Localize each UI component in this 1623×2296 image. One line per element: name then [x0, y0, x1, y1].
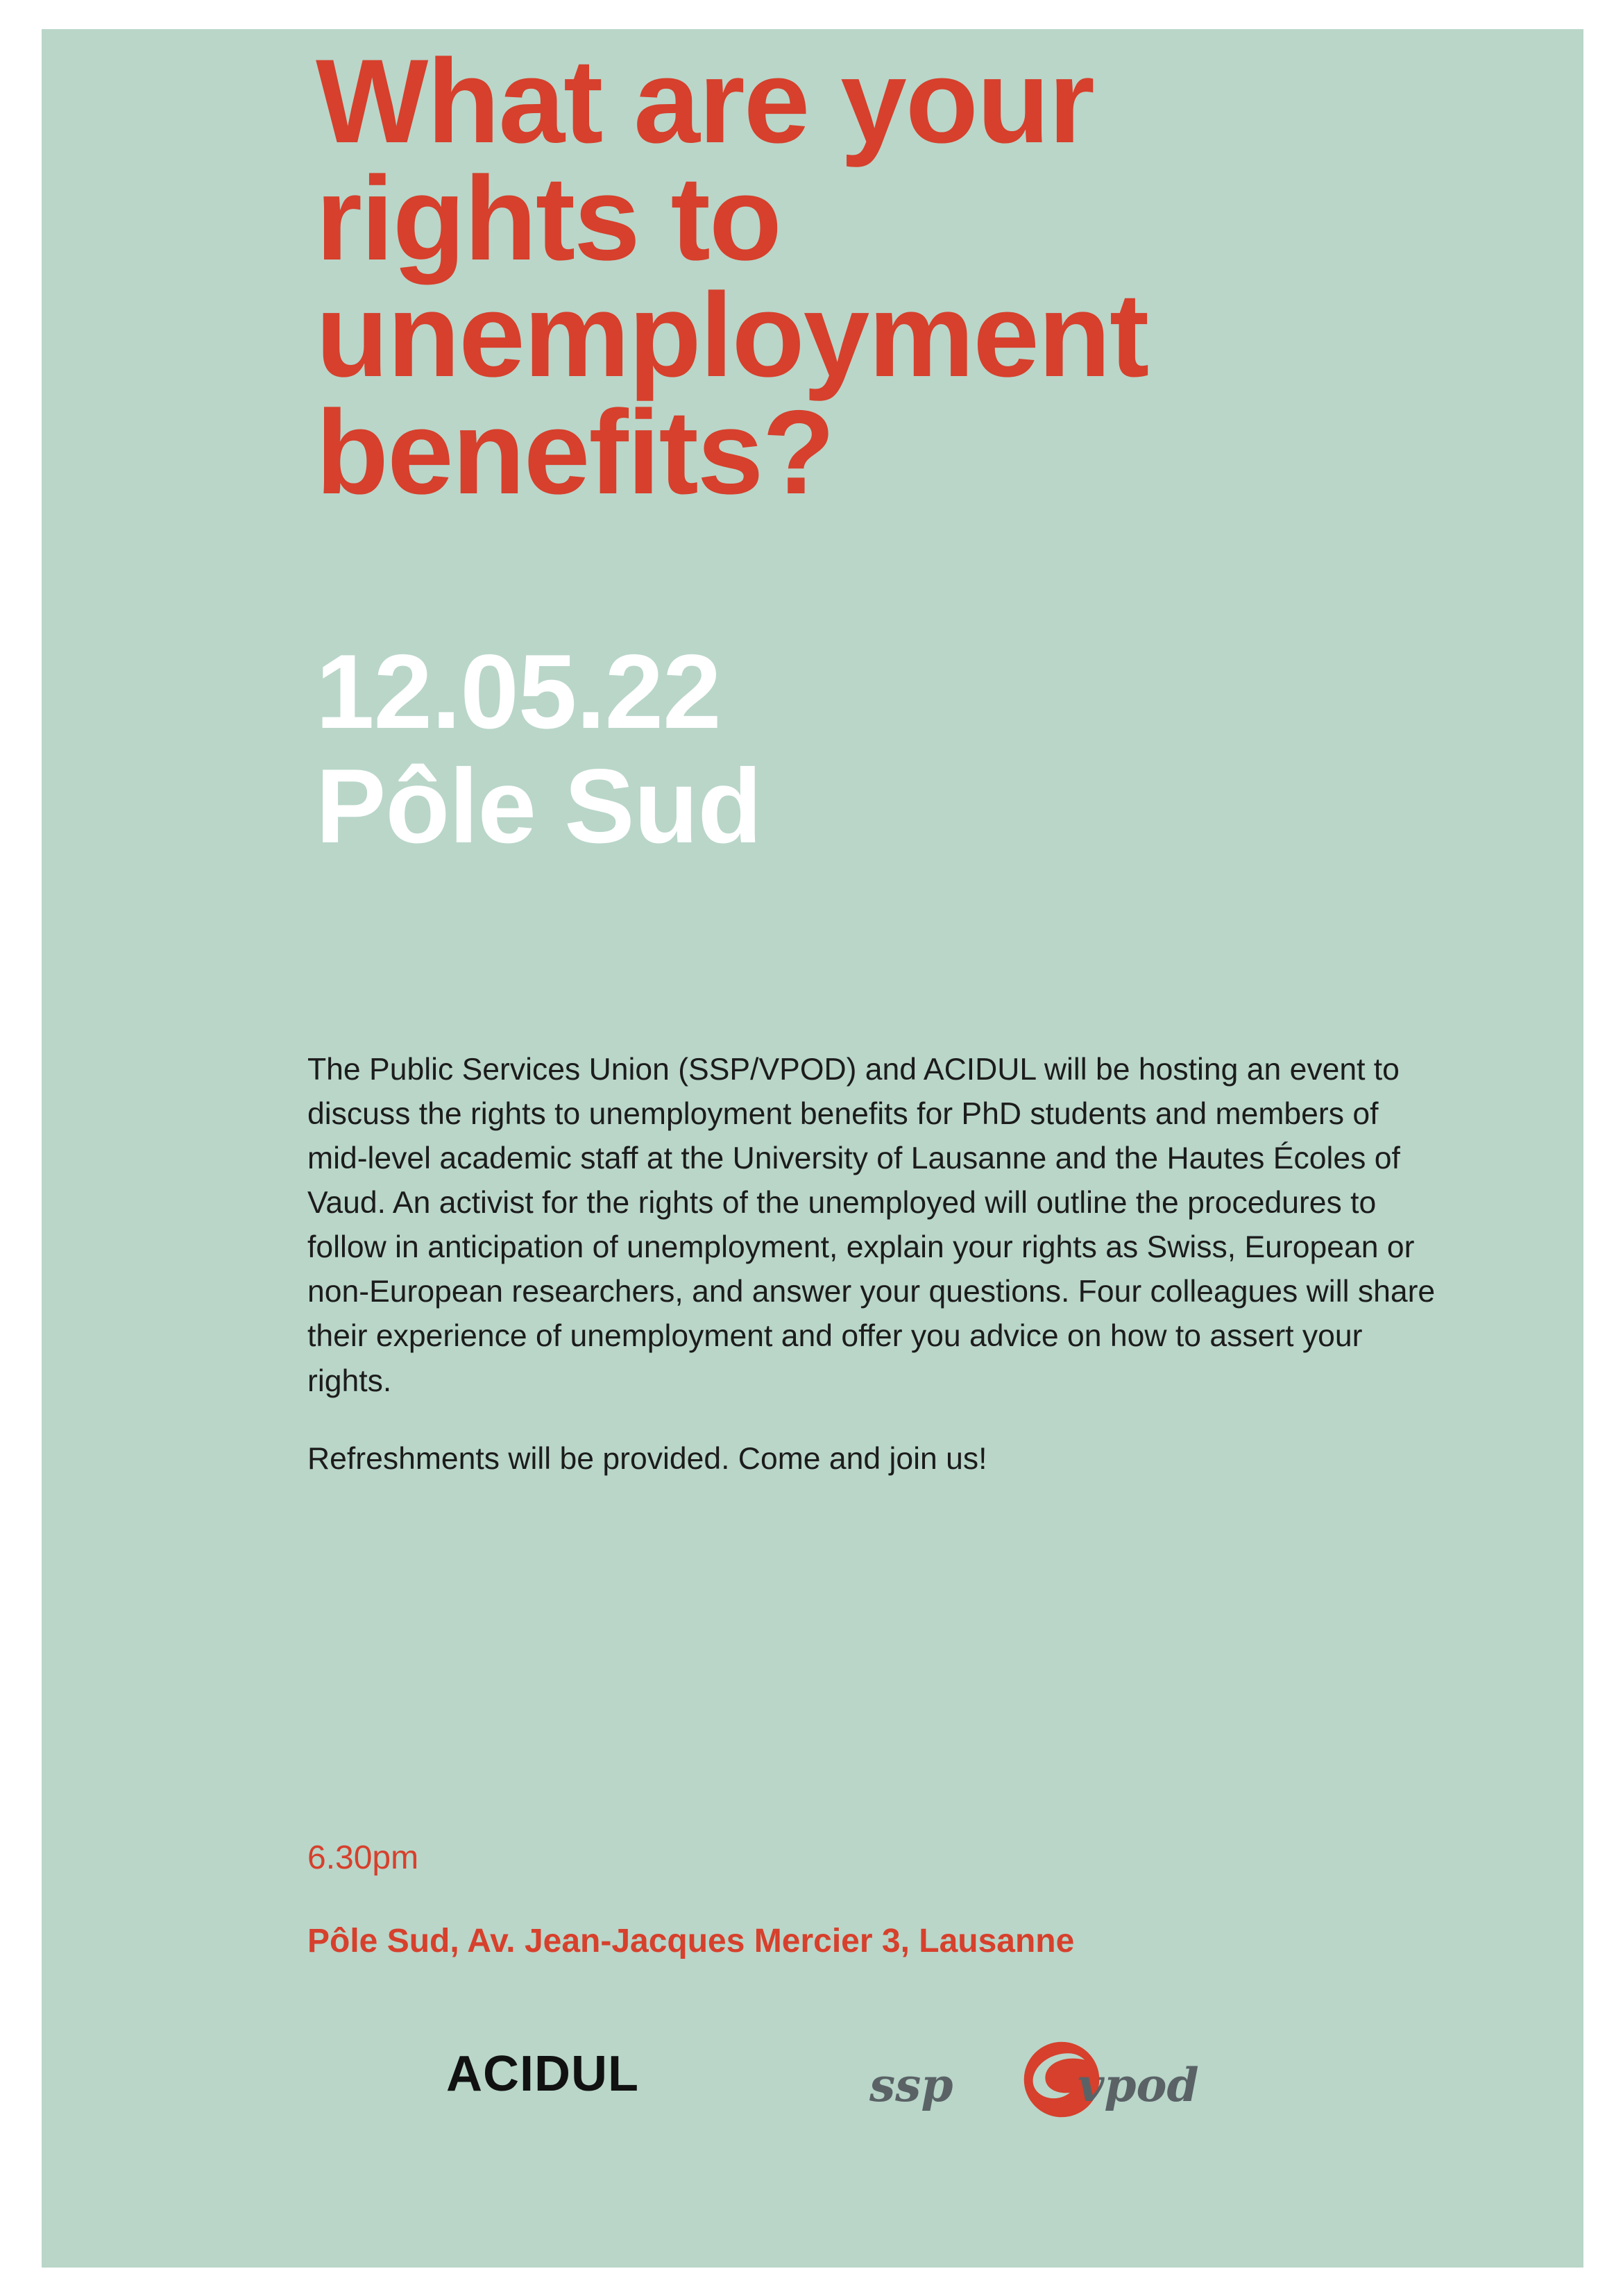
body-paragraph-2: Refreshments will be provided. Come and join us!	[307, 1441, 987, 1476]
acidul-logo: ACIDUL	[446, 2046, 639, 2102]
event-time: 6.30pm	[307, 1839, 419, 1876]
event-subheading	[316, 633, 1357, 866]
ssp-vpod-logo	[869, 2033, 1258, 2130]
page-title: What are your rights to unemployment benefits?	[316, 35, 1148, 519]
logo-row	[307, 2033, 1348, 2158]
body-copy	[307, 1048, 1445, 1481]
event-address: Pôle Sud, Av. Jean-Jacques Mercier 3, Lausanne	[307, 1923, 1075, 1959]
body-paragraph-1: The Public Services Union (SSP/VPOD) and ACIDUL will be hosting an event to discuss the rights to unemployment benefits for PhD students and members of mid-level academic staff at the University of Lausanne and the Hautes Écoles of Vaud. An activist for the rights of the unemployed will outline the procedures to follow in anticipation of unemployment, explain your rights as Swiss, European or non-European researchers, and answer your questions. Four colleagues will share their experience of unemployment and offer you advice on how to assert your rights.	[307, 1053, 1436, 1398]
vpod-logo-text: vpod	[1078, 2058, 1199, 2112]
event-date: 12.05.22	[316, 633, 721, 751]
event-venue-short: Pôle Sud	[316, 747, 762, 866]
ssp-logo-text: ssp	[869, 2058, 953, 2112]
